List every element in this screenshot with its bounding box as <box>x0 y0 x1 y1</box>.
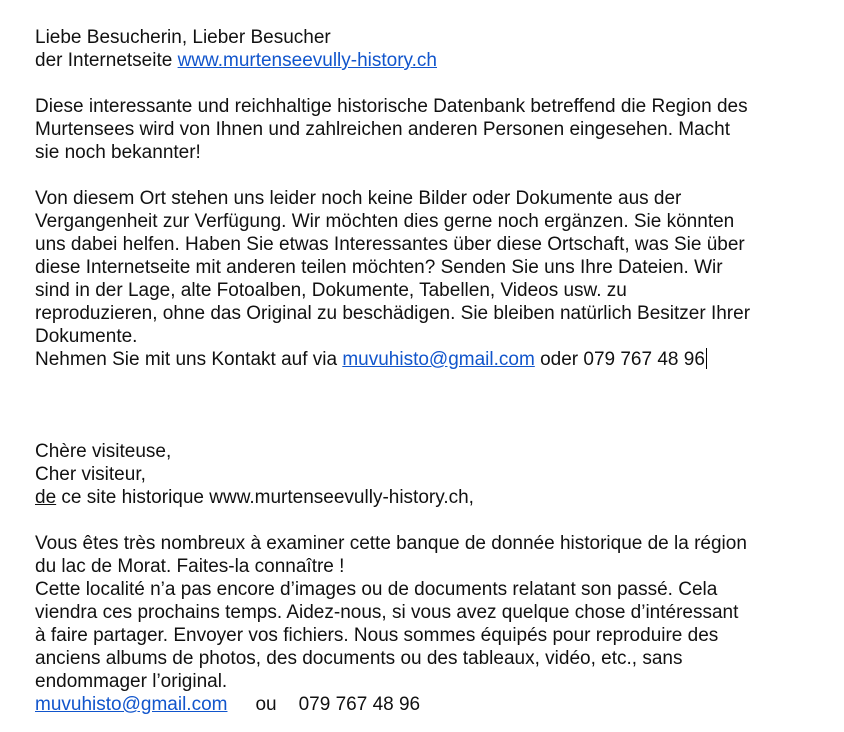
blank-line <box>35 164 835 187</box>
french-site-rest: ce site historique www.murtenseevully-history.ch, <box>56 487 474 508</box>
french-para1-line: endommager l’original. <box>35 671 228 692</box>
german-para2-line: Dokumente. <box>35 326 138 347</box>
french-para1-line: Cette localité n’a pas encore d’images ou de documents relatant son passé. Cela <box>35 579 718 600</box>
french-para1-line: à faire partager. Envoyer vos fichiers. Nous sommes équipés pour reproduire des <box>35 625 719 646</box>
french-site-word: de <box>35 487 57 508</box>
german-para1-line: Murtensees wird von Ihnen und zahlreichen anderen Personen eingesehen. Macht <box>35 119 731 140</box>
french-contact-or: ou <box>255 694 277 715</box>
german-site-prefix: der Internetseite <box>35 50 178 71</box>
blank-line <box>35 72 835 95</box>
document-body <box>35 26 835 716</box>
german-para2-line: Von diesem Ort stehen uns leider noch keine Bilder oder Dokumente aus der <box>35 188 682 209</box>
german-para1-line: sie noch bekannter! <box>35 142 201 163</box>
french-contact-line <box>35 693 835 716</box>
german-email-link[interactable]: muvuhisto@gmail.com <box>342 349 535 370</box>
german-contact-suffix: oder 079 767 48 96 <box>534 349 705 370</box>
blank-line <box>35 394 835 417</box>
french-para1-line: anciens albums de photos, des documents ou des tableaux, vidéo, etc., sans <box>35 648 683 669</box>
german-para2-line: reproduzieren, ohne das Original zu beschädigen. Sie bleiben natürlich Besitzer Ihrer <box>35 303 751 324</box>
german-para2-line: Vergangenheit zur Verfügung. Wir möchten dies gerne noch ergänzen. Sie könnten <box>35 211 735 232</box>
website-link[interactable]: www.murtenseevully-history.ch <box>177 50 437 71</box>
german-para2-line: diese Internetseite mit anderen teilen möchten? Senden Sie uns Ihre Dateien. Wir <box>35 257 723 278</box>
french-contact-phone: 079 767 48 96 <box>298 694 421 715</box>
french-greeting-line2: Cher visiteur, <box>35 464 146 485</box>
german-para2-line: sind in der Lage, alte Fotoalben, Dokumente, Tabellen, Videos usw. zu <box>35 280 627 301</box>
french-para1-line: Vous êtes très nombreux à examiner cette banque de donnée historique de la région <box>35 533 747 554</box>
german-greeting: Liebe Besucherin, Lieber Besucher <box>35 27 331 48</box>
french-email-link[interactable]: muvuhisto@gmail.com <box>35 694 228 715</box>
text-cursor <box>706 348 707 369</box>
german-para2-line: uns dabei helfen. Haben Sie etwas Interessantes über diese Ortschaft, was Sie über <box>35 234 745 255</box>
french-para1-line: viendra ces prochains temps. Aidez-nous, si vous avez quelque chose d’intéressant <box>35 602 739 623</box>
blank-line <box>35 509 835 532</box>
german-contact-line <box>35 348 835 371</box>
french-para1-line: du lac de Morat. Faites-la connaître ! <box>35 556 345 577</box>
blank-line <box>35 371 835 394</box>
german-site-line <box>35 49 835 72</box>
german-para1-line: Diese interessante und reichhaltige historische Datenbank betreffend die Region des <box>35 96 748 117</box>
german-contact-prefix: Nehmen Sie mit uns Kontakt auf via <box>35 349 343 370</box>
french-site-line <box>35 486 835 509</box>
blank-line <box>35 417 835 440</box>
french-greeting-line1: Chère visiteuse, <box>35 441 172 462</box>
